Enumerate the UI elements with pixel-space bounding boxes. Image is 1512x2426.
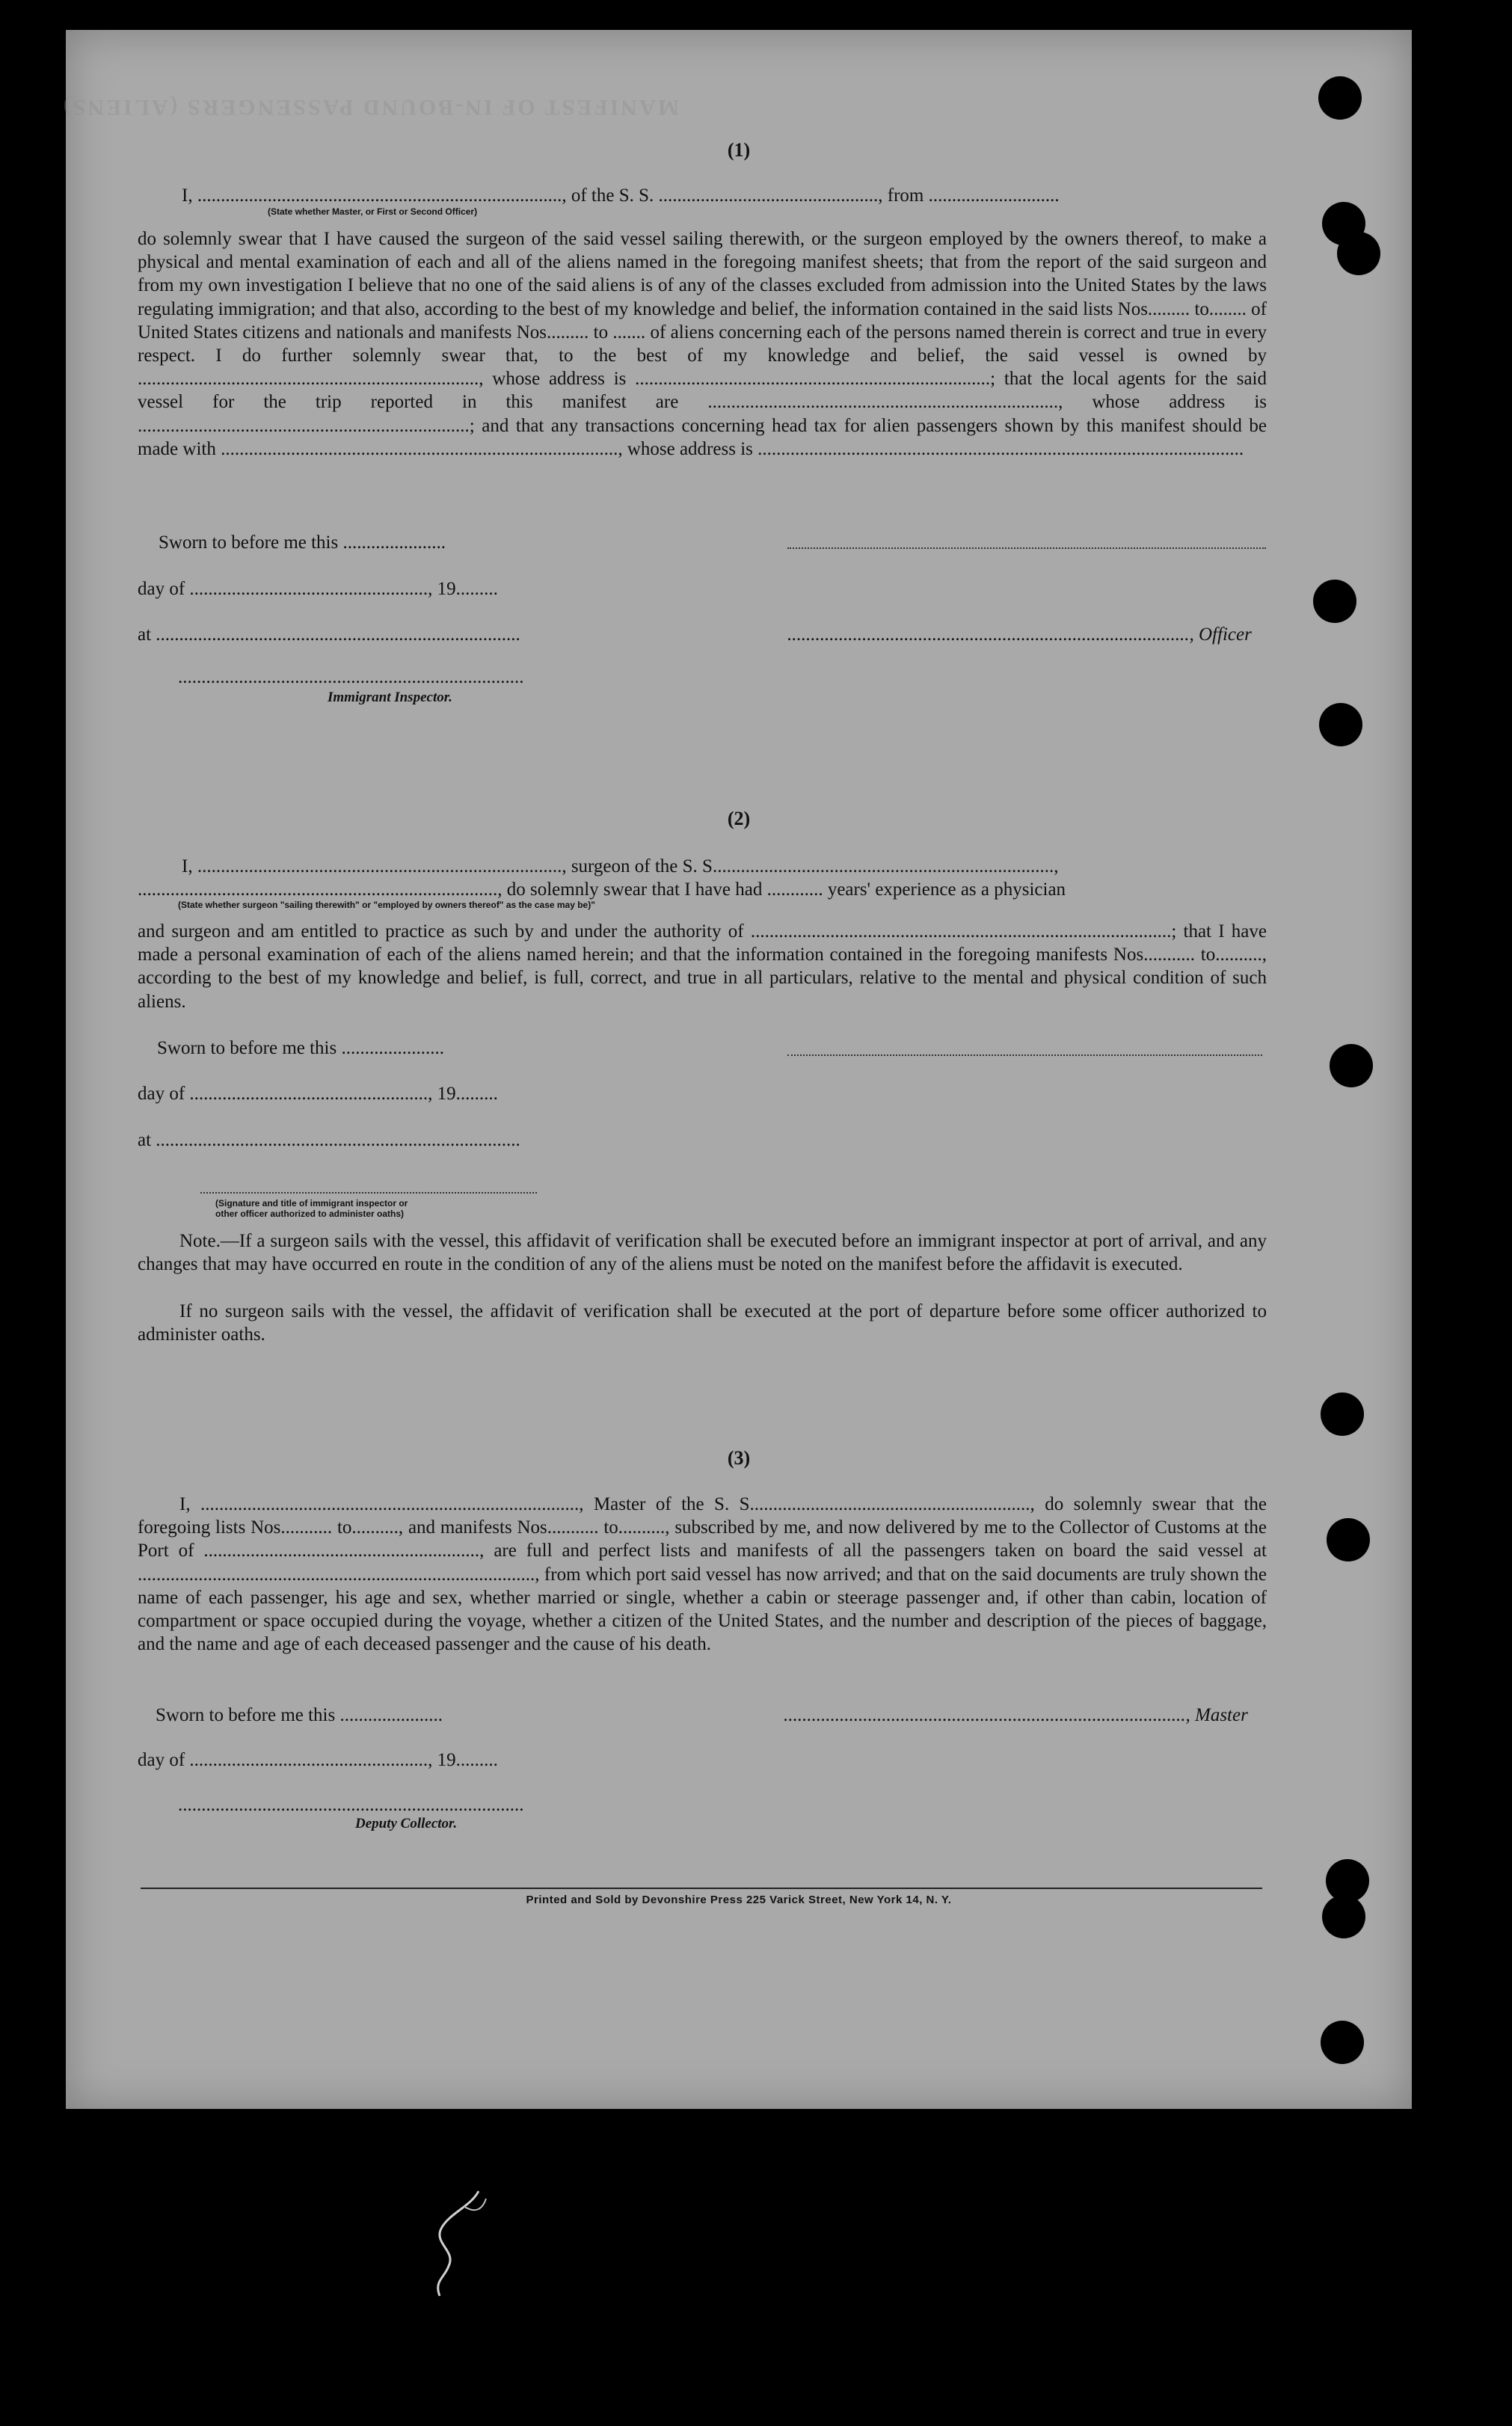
printer-imprint: Printed and Sold by Devonshire Press 225 Varick Street, New York 14, N. Y.	[526, 1894, 952, 1906]
punch-hole	[1321, 2021, 1364, 2064]
section-1-inspector-line: ..........................................................................	[178, 667, 524, 687]
section-2-sworn-line: Sworn to before me this ......................	[157, 1038, 444, 1058]
section-1-sworn-line: Sworn to before me this ......................	[159, 532, 446, 553]
punch-hole	[1337, 232, 1380, 275]
section-1-inspector-title: Immigrant Inspector.	[328, 690, 452, 705]
section-1-at-line: at ..............................................................................	[138, 624, 520, 645]
section-3-master-line: ......................................................................................, Master	[784, 1705, 1248, 1725]
punch-hole	[1330, 1044, 1373, 1087]
section-1-oath-text: do solemnly swear that I have caused the surgeon of the said vessel sailing therewith, or the surgeon employed by the owners thereof, to make a physical and mental examination of each and all of the aliens named in the foregoing manifest sheets; that from the report of the said surgeon and from my own investigation I believe that no one of the said aliens is of any of the classes excluded from admission into the United States by the laws regulating immigration; and that also, according to the best of my knowledge and belief, the information contained in the said lists Nos......... to........ of United States citizens and nationals and manifests Nos......... to ....... of aliens concerning each of the persons named therein is correct and true in every respect. I do further solemnly swear that, to the best of my knowledge and belief, the said vessel is owned by ........................................................................., whose address is ............................................................................; that the local agents for the said vessel for the trip reported in this manifest are ..........................................................................., whose address is .......................................................................; and that any transactions concerning head tax for alien passengers shown by this manifest should be made with ....................................................................................., whose address is ........................................................................................................	[138, 229, 1267, 459]
section-1-first-line: I, .............................................................................., of the S. S. ..............................................., from ............................	[182, 185, 1060, 206]
punch-hole	[1319, 703, 1362, 746]
section-2-surgeon-note: (State whether surgeon "sailing therewith" or "employed by owners thereof" as the case may be)"	[178, 900, 595, 910]
bleed-through-header: MANIFEST OF IN-BOUND PASSENGERS (ALIENS)	[61, 95, 679, 120]
section-2-second-line: ............................................................................., do solemnly swear that I have had ............ years' experience as a physician	[138, 879, 1066, 900]
section-2-sign-note-2: other officer authorized to administer oaths)	[215, 1209, 405, 1219]
section-2-day-line: day of ..................................................., 19.........	[138, 1084, 498, 1104]
section-3-day-line: day of ..................................................., 19.........	[138, 1750, 498, 1770]
section-2-signature-line	[787, 1054, 1262, 1056]
section-2-note-2: If no surgeon sails with the vessel, the affidavit of verification shall be executed at the port of departure before some officer authorized to administer oaths.	[138, 1301, 1267, 1345]
section-2-number: (2)	[727, 808, 751, 829]
section-3-number: (3)	[727, 1447, 751, 1469]
section-3-oath-text: I, ................................................................................., Master of the S. S............................................................, do solemnly swear that the foregoing lists Nos........... to.........., and manifests Nos........... to.........., subscribed by me, and now delivered by me to the Collector of Customs at the Port of ..........................................................., are full and perfect lists and manifests of all the passengers taken on board the said vessel at ....................................................................................., from which port said vessel has now arrived; and that on the said documents are truly shown the name of each passenger, his age and sex, whether married or single, whether a cabin or steerage passenger and, if other than cabin, location of compartment or space occupied during the voyage, whether a citizen of the United States, and the number and description of the pieces of baggage, and the name and age of each deceased passenger and the cause of his death.	[138, 1494, 1267, 1655]
section-3-collector-title: Deputy Collector.	[355, 1816, 458, 1831]
section-2-first-line: I, .............................................................................., surgeon of the S. S.........................................................................,	[182, 856, 1059, 876]
section-1-officer-note: (State whether Master, or First or Second Officer)	[268, 206, 478, 217]
section-3-collector-line: ..........................................................................	[178, 1795, 524, 1815]
section-2-oath-text: and surgeon and am entitled to practice as such by and under the authority of ..........................................................................................; that I have made a personal examination of each of the aliens named herein; and that the information contained in the foregoing manifests Nos........... to.........., according to the best of my knowledge and belief, is full, correct, and true in all particulars, relative to the mental and physical condition of such aliens.	[138, 921, 1267, 1012]
section-1-signature-line	[787, 547, 1266, 549]
punch-hole	[1321, 1392, 1364, 1436]
punch-hole	[1313, 580, 1356, 623]
section-1-number: (1)	[727, 139, 751, 161]
footer-rule	[141, 1888, 1262, 1889]
section-2-sign-note-1: (Signature and title of immigrant inspector or	[215, 1198, 408, 1209]
punch-hole	[1318, 76, 1362, 120]
section-2-inspector-signature-line	[200, 1192, 537, 1194]
section-2-note: Note.—If a surgeon sails with the vessel, this affidavit of verification shall be executed before an immigrant inspector at port of arrival, and any changes that may have occurred en route in the condition of any of the aliens must be noted on the manifest before the affidavit is executed.	[138, 1231, 1267, 1275]
section-2-at-line: at ..............................................................................	[138, 1130, 520, 1150]
punch-hole	[1327, 1518, 1370, 1561]
section-3-sworn-line: Sworn to before me this ......................	[156, 1705, 443, 1725]
section-1-officer-line: ......................................................................................, Officer	[787, 624, 1252, 645]
document-page	[61, 30, 1412, 2109]
film-scratch-mark	[419, 2184, 508, 2303]
section-1-day-line: day of ..................................................., 19.........	[138, 579, 498, 599]
